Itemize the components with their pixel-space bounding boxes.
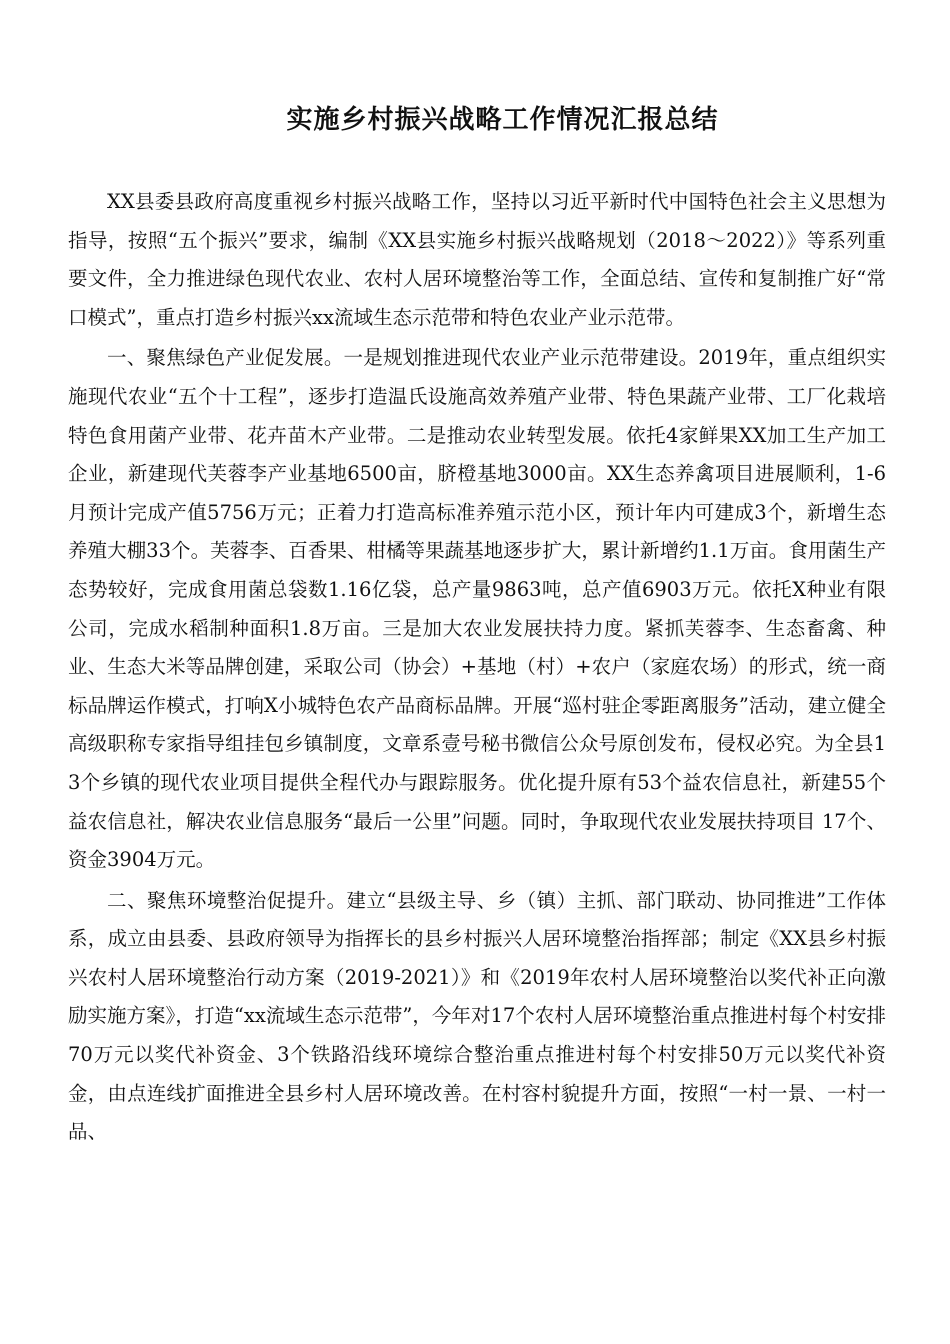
document-body [68,183,886,1152]
paragraph-intro: XX县委县政府高度重视乡村振兴战略工作，坚持以习近平新时代中国特色社会主义思想为指导，按照“五个振兴”要求，编制《XX县实施乡村振兴战略规划（2018～2022）》等系列重要文件，全力推进绿色现代农业、农村人居环境整治等工作，全面总结、宣传和复制推广好“常口模式”，重点打造乡村振兴xx流域生态示范带和特色农业产业示范带。 [68,190,886,329]
document-title: 实施乡村振兴战略工作情况汇报总结 [286,105,719,135]
paragraph-green-industry: 一、聚焦绿色产业促发展。一是规划推进现代农业产业示范带建设。2019年，重点组织实施现代农业“五个十工程”，逐步打造温氏设施高效养殖产业带、特色果蔬产业带、工厂化栽培特色食用菌产业带、花卉苗木产业带。二是推动农业转型发展。依托4家鲜果XX加工生产加工企业，新建现代芙蓉李产业基地6500亩，脐橙基地3000亩。XX生态养禽项目进展顺利，1-6月预计完成产值5756万元；正着力打造高标准养殖示范小区，预计年内可建成3个，新增生态养殖大棚33个。芙蓉李、百香果、柑橘等果蔬基地逐步扩大，累计新增约1.1万亩。食用菌生产态势较好，完成食用菌总袋数1.16亿袋，总产量9863吨，总产值6903万元。依托X种业有限公司，完成水稻制种面积1.8万亩。三是加大农业发展扶持力度。紧抓芙蓉李、生态畜禽、种业、生态大米等品牌创建，采取公司（协会）+基地（村）+农户（家庭农场）的形式，统一商标品牌运作模式，打响X小城特色农产品商标品牌。开展“巡村驻企零距离服务”活动，建立健全高级职称专家指导组挂包乡镇制度，文章系壹号秘书微信公众号原创发布，侵权必究。为全县13个乡镇的现代农业项目提供全程代办与跟踪服务。优化提升原有53个益农信息社，新建55个益农信息社，解决农业信息服务“最后一公里”问题。同时，争取现代农业发展扶持项目 17个、资金3904万元。 [68,346,886,872]
paragraph-environment: 二、聚焦环境整治促提升。建立“县级主导、乡（镇）主抓、部门联动、协同推进”工作体系，成立由县委、县政府领导为指挥长的县乡村振兴人居环境整治指挥部；制定《XX县乡村振兴农村人居环境整治行动方案（2019-2021）》和《2019年农村人居环境整治以奖代补正向激励实施方案》，打造“xx流域生态示范带”，今年对17个农村人居环境整治重点推进村每个村安排70万元以奖代补资金、3个铁路沿线环境综合整治重点推进村每个村安排50万元以奖代补资金，由点连线扩面推进全县乡村人居环境改善。在村容村貌提升方面，按照“一村一景、一村一品、 [68,888,886,1144]
